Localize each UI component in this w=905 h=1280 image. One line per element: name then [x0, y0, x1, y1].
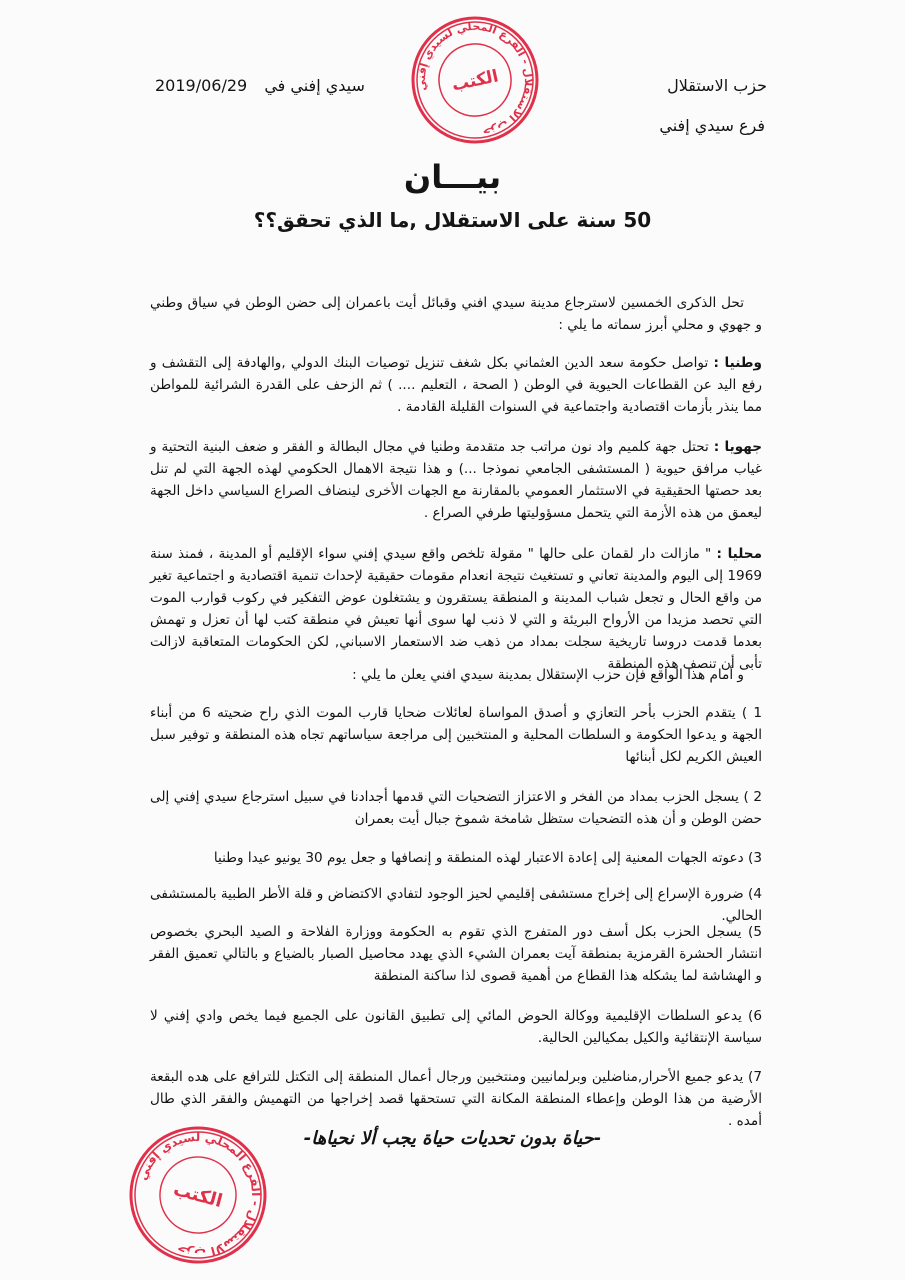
- stamp-ring-text-bottom: حزب الاستقلال - الفرع المحلي لسيدي إفني: [135, 1129, 264, 1261]
- date-value: 2019/06/29: [155, 76, 248, 95]
- local-paragraph: [150, 543, 762, 675]
- regional-text: تحتل جهة كلميم واد نون مراتب جد متقدمة وطنيا في مجال البطالة و الفقر و ضعف البنية التحتية و غياب مرافق حيوية ( المستشفى الجامعي نموذجا ...) و هذا نتيجة الاهمال الحكومي لهذه الجهة التي لم تنل بعد حصتها الحقيقية في الاستثمار العمومي بالمقارنة مع الجهات الأخرى لينضاف الصراع السياسي داخل الجهة ليعمق من هذه الأزمة التي يتحمل مسؤوليتها طرفي الصراع .: [150, 439, 762, 521]
- point-3: 3) دعوته الجهات المعنية إلى إعادة الاعتبار لهذه المنطقة و إنصافها و جعل يوم 30 يونيو عيدا وطنيا: [213, 850, 762, 866]
- stamp-center-text: الكتب: [450, 66, 501, 96]
- point-6: 6) يدعو السلطات الإقليمية ووكالة الحوض المائي إلى تطبيق القانون على الجميع فيما يخص وادي إفني لا سياسة الإنتقائية والكيل بمكيالين الحالية.: [150, 1008, 762, 1046]
- intro-paragraph: تحل الذكرى الخمسين لاسترجاع مدينة سيدي افني وقبائل أيت باعمران إلى حضن الوطن في سياق وطني و جهوي و محلي أبرز سماته ما يلي :: [150, 295, 762, 333]
- stamp-center-text-bottom: الكتب: [171, 1178, 225, 1213]
- branch-name: فرع سيدي إفني: [659, 116, 765, 135]
- stamp-ring-text: حزب الاستقلال - الفرع المحلي لسيدي إفني: [414, 19, 536, 140]
- date-place: سيدي إفني في: [264, 76, 365, 95]
- party-name: حزب الاستقلال: [667, 76, 767, 95]
- point-5: 5) يسجل الحزب بكل أسف دور المتفرج الذي تقوم به الحكومة ووزارة الفلاحة و الصيد البحري بخصوص انتشار الحشرة القرمزية بمنطقة آيت بعمران الشيء الذي يهدد محاصيل الصبار بالضياع و بالتالي تعميق الفقر و الهشاشة لما يشكله هذا القطاع من أهمية قصوى لذا ساكنة المنطقة: [150, 924, 762, 984]
- point-7: 7) يدعو جميع الأحرار,مناضلين وبرلمانيين ومنتخبين ورجال أعمال المنطقة إلى التكتل للترافع على هده البقعة الأرضية من هذا الوطن وإعطاء المنطقة المكانة التي تستحقها قصد إخراجها من التهميش والفقر الذي طال أمده .: [150, 1069, 762, 1129]
- point-1: 1 ) يتقدم الحزب بأحر التعازي و أصدق المواساة لعائلات ضحايا قارب الموت الذي راح ضحيته 6 من أبناء الجهة و يدعوا الحكومة و السلطات المحلية و المنتخبين إلى مراجعة سياساتهم تجاه هذه المنطقة و توفير سبل العيش الكريم لكل أبنائها: [150, 705, 763, 765]
- national-paragraph: [150, 352, 762, 418]
- local-label: محليا :: [716, 546, 762, 562]
- document-subtitle: 50 سنة على الاستقلال ,ما الذي تحقق؟؟: [253, 208, 652, 232]
- closing-slogan: -حياة بدون تحديات حياة يجب ألا نحياها-: [303, 1128, 602, 1149]
- point-4: 4) ضرورة الإسراع إلى إخراج مستشفى إقليمي لحيز الوجود لتفادي الاكتضاض و قلة الأطر الطبية بالمستشفى الحالي.: [150, 886, 762, 924]
- announce-paragraph: و أمام هذا الواقع فإن حزب الإستقلال بمدينة سيدي افني يعلن ما يلي :: [352, 667, 744, 683]
- top-stamp: [400, 10, 550, 150]
- point-2: 2 ) يسجل الحزب بمداد من الفخر و الاعتزاز التضحيات التي قدمها أجدادنا في سبيل استرجاع سيدي إفني إلى حضن الوطن و أن هذه التضحيات ستظل شامخة شموخ جبال أيت بعمران: [150, 789, 762, 827]
- national-label: وطنيا :: [713, 355, 763, 371]
- national-text: تواصل حكومة سعد الدين العثماني بكل شغف تنزيل توصيات البنك الدولي ,والهادفة إلى التقشف و رفع اليد عن القطاعات الحيوية في الوطن ( الصحة ، التعليم .... ) ثم الزحف على القدرة الشرائية للمواطن مما ينذر بأزمات اقتصادية واجتماعية في السنوات القليلة القادمة .: [150, 355, 762, 415]
- date-line: [155, 76, 365, 95]
- document-title: بيـــان: [403, 158, 502, 196]
- bottom-stamp: [118, 1120, 278, 1270]
- regional-label: جهويا :: [713, 439, 762, 455]
- local-text: " مازالت دار لقمان على حالها " مقولة تلخص واقع سيدي إفني سواء الإقليم أو المدينة ، فمنذ سنة 1969 إلى اليوم والمدينة تعاني و تستغيث نتيجة انعدام مقومات حقيقية لإحداث تنمية اقتصادية و اجتماعية تغير من واقع الحال و تجعل شباب المدينة و المنطقة يستقرون و يشتغلون عوض التفكير في ركوب قوارب الموت التي تحصد مزيدا من الأرواح البريئة و التي لا ذنب لها سوى أنها تعيش في منطقة كتب لها أن تعزل و تهمش بعدما قدمت دروسا تاريخية سجلت بمداد من ذهب ضد الاستعمار الاسباني, لكن الحكومات المتعاقبة لازالت تأبى أن تنصف هذه المنطقة: [150, 546, 762, 672]
- regional-paragraph: [150, 436, 762, 524]
